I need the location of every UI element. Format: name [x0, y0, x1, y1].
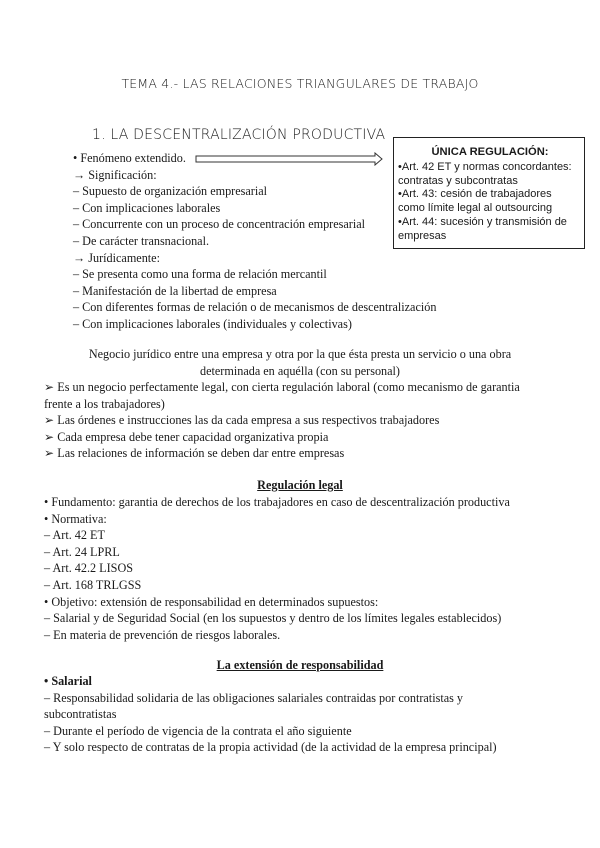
- list-item: – Art. 42 ET: [44, 528, 105, 543]
- list-item: – Responsabilidad solidaria de las obligaciones salariales contraidas por contratistas y: [44, 690, 463, 705]
- list-item: – Art. 168 TRLGSS: [44, 577, 142, 592]
- definition-line: determinada en aquélla (con su personal): [200, 363, 400, 378]
- list-item: – Con implicaciones laborales (individuales y colectivas): [73, 316, 352, 331]
- document-title: TEMA 4.- LAS RELACIONES TRIANGULARES DE TRABAJO: [121, 76, 479, 91]
- box-line: •Art. 42 ET y normas concordantes:: [398, 160, 572, 173]
- description-list: [73, 150, 436, 333]
- list-item: → Significación:: [73, 167, 157, 182]
- list-subheading: • Salarial: [44, 674, 92, 688]
- list-item: ➢ Cada empresa debe tener capacidad organizativa propia: [44, 429, 329, 444]
- box-title: ÚNICA REGULACIÓN:: [431, 146, 549, 158]
- list-item: – Art. 42.2 LISOS: [44, 561, 134, 576]
- list-item: – Durante el período de vigencia de la contrata el año siguiente: [44, 723, 352, 738]
- list-item: – Se presenta como una forma de relación mercantil: [73, 267, 327, 282]
- list-item: ➢ Es un negocio perfectamente legal, con cierta regulación laboral (como mecanismo de garantia: [44, 380, 520, 394]
- list-item: – Art. 24 LPRL: [44, 544, 120, 559]
- section-subheading: La extensión de responsabilidad: [216, 658, 384, 672]
- list-item: • Normativa:: [44, 511, 107, 526]
- list-item: – Y solo respecto de contratas de la propia actividad (de la actividad de la empresa principal): [44, 740, 497, 755]
- regulation-box: [393, 137, 585, 249]
- characteristics-list: [44, 379, 520, 462]
- list-item: → Jurídicamente:: [73, 250, 160, 265]
- regulation-heading: [0, 477, 600, 494]
- box-line: •Art. 43: cesión de trabajadores: [398, 188, 552, 201]
- list-item: • Fundamento: garantia de derechos de los trabajadores en caso de descentralización productiva: [44, 495, 510, 509]
- box-line: contratas y subcontratas: [398, 174, 518, 187]
- list-item: subcontratistas: [44, 707, 117, 722]
- list-item: • Objetivo: extensión de responsabilidad en determinados supuestos:: [44, 594, 379, 609]
- list-item: ➢ Las relaciones de información se deben dar entre empresas: [44, 446, 345, 461]
- list-item: – Salarial y de Seguridad Social (en los supuestos y dentro de los límites legales establecidos): [44, 611, 502, 626]
- list-item: • Fenómeno extendido.: [73, 151, 186, 165]
- list-item: – Con diferentes formas de relación o de mecanismos de descentralización: [73, 300, 437, 315]
- section-subheading: Regulación legal: [257, 478, 343, 492]
- list-item: frente a los trabajadores): [44, 396, 165, 411]
- right-arrow-icon: [195, 152, 383, 166]
- section-heading: 1. LA DESCENTRALIZACIÓN PRODUCTIVA: [92, 127, 386, 143]
- list-item: – En materia de prevención de riesgos laborales.: [44, 627, 281, 642]
- box-line: como límite legal al outsourcing: [398, 202, 553, 215]
- extension-list: [44, 673, 497, 756]
- list-item: – Con implicaciones laborales: [73, 200, 221, 215]
- list-item: – Supuesto de organización empresarial: [73, 184, 268, 199]
- definition-paragraph: [40, 346, 560, 379]
- box-line: empresas: [398, 229, 447, 242]
- regulation-list: [44, 494, 510, 643]
- list-item: – Concurrente con un proceso de concentración empresarial: [73, 217, 366, 232]
- extension-heading: [0, 657, 600, 674]
- list-item: ➢ Las órdenes e instrucciones las da cada empresa a sus respectivos trabajadores: [44, 413, 440, 428]
- list-item: – De carácter transnacional.: [73, 233, 210, 248]
- box-line: •Art. 44: sucesión y transmisión de: [398, 215, 567, 228]
- list-item: – Manifestación de la libertad de empresa: [73, 283, 277, 298]
- definition-line: Negocio jurídico entre una empresa y otra por la que ésta presta un servicio o una obra: [88, 347, 512, 361]
